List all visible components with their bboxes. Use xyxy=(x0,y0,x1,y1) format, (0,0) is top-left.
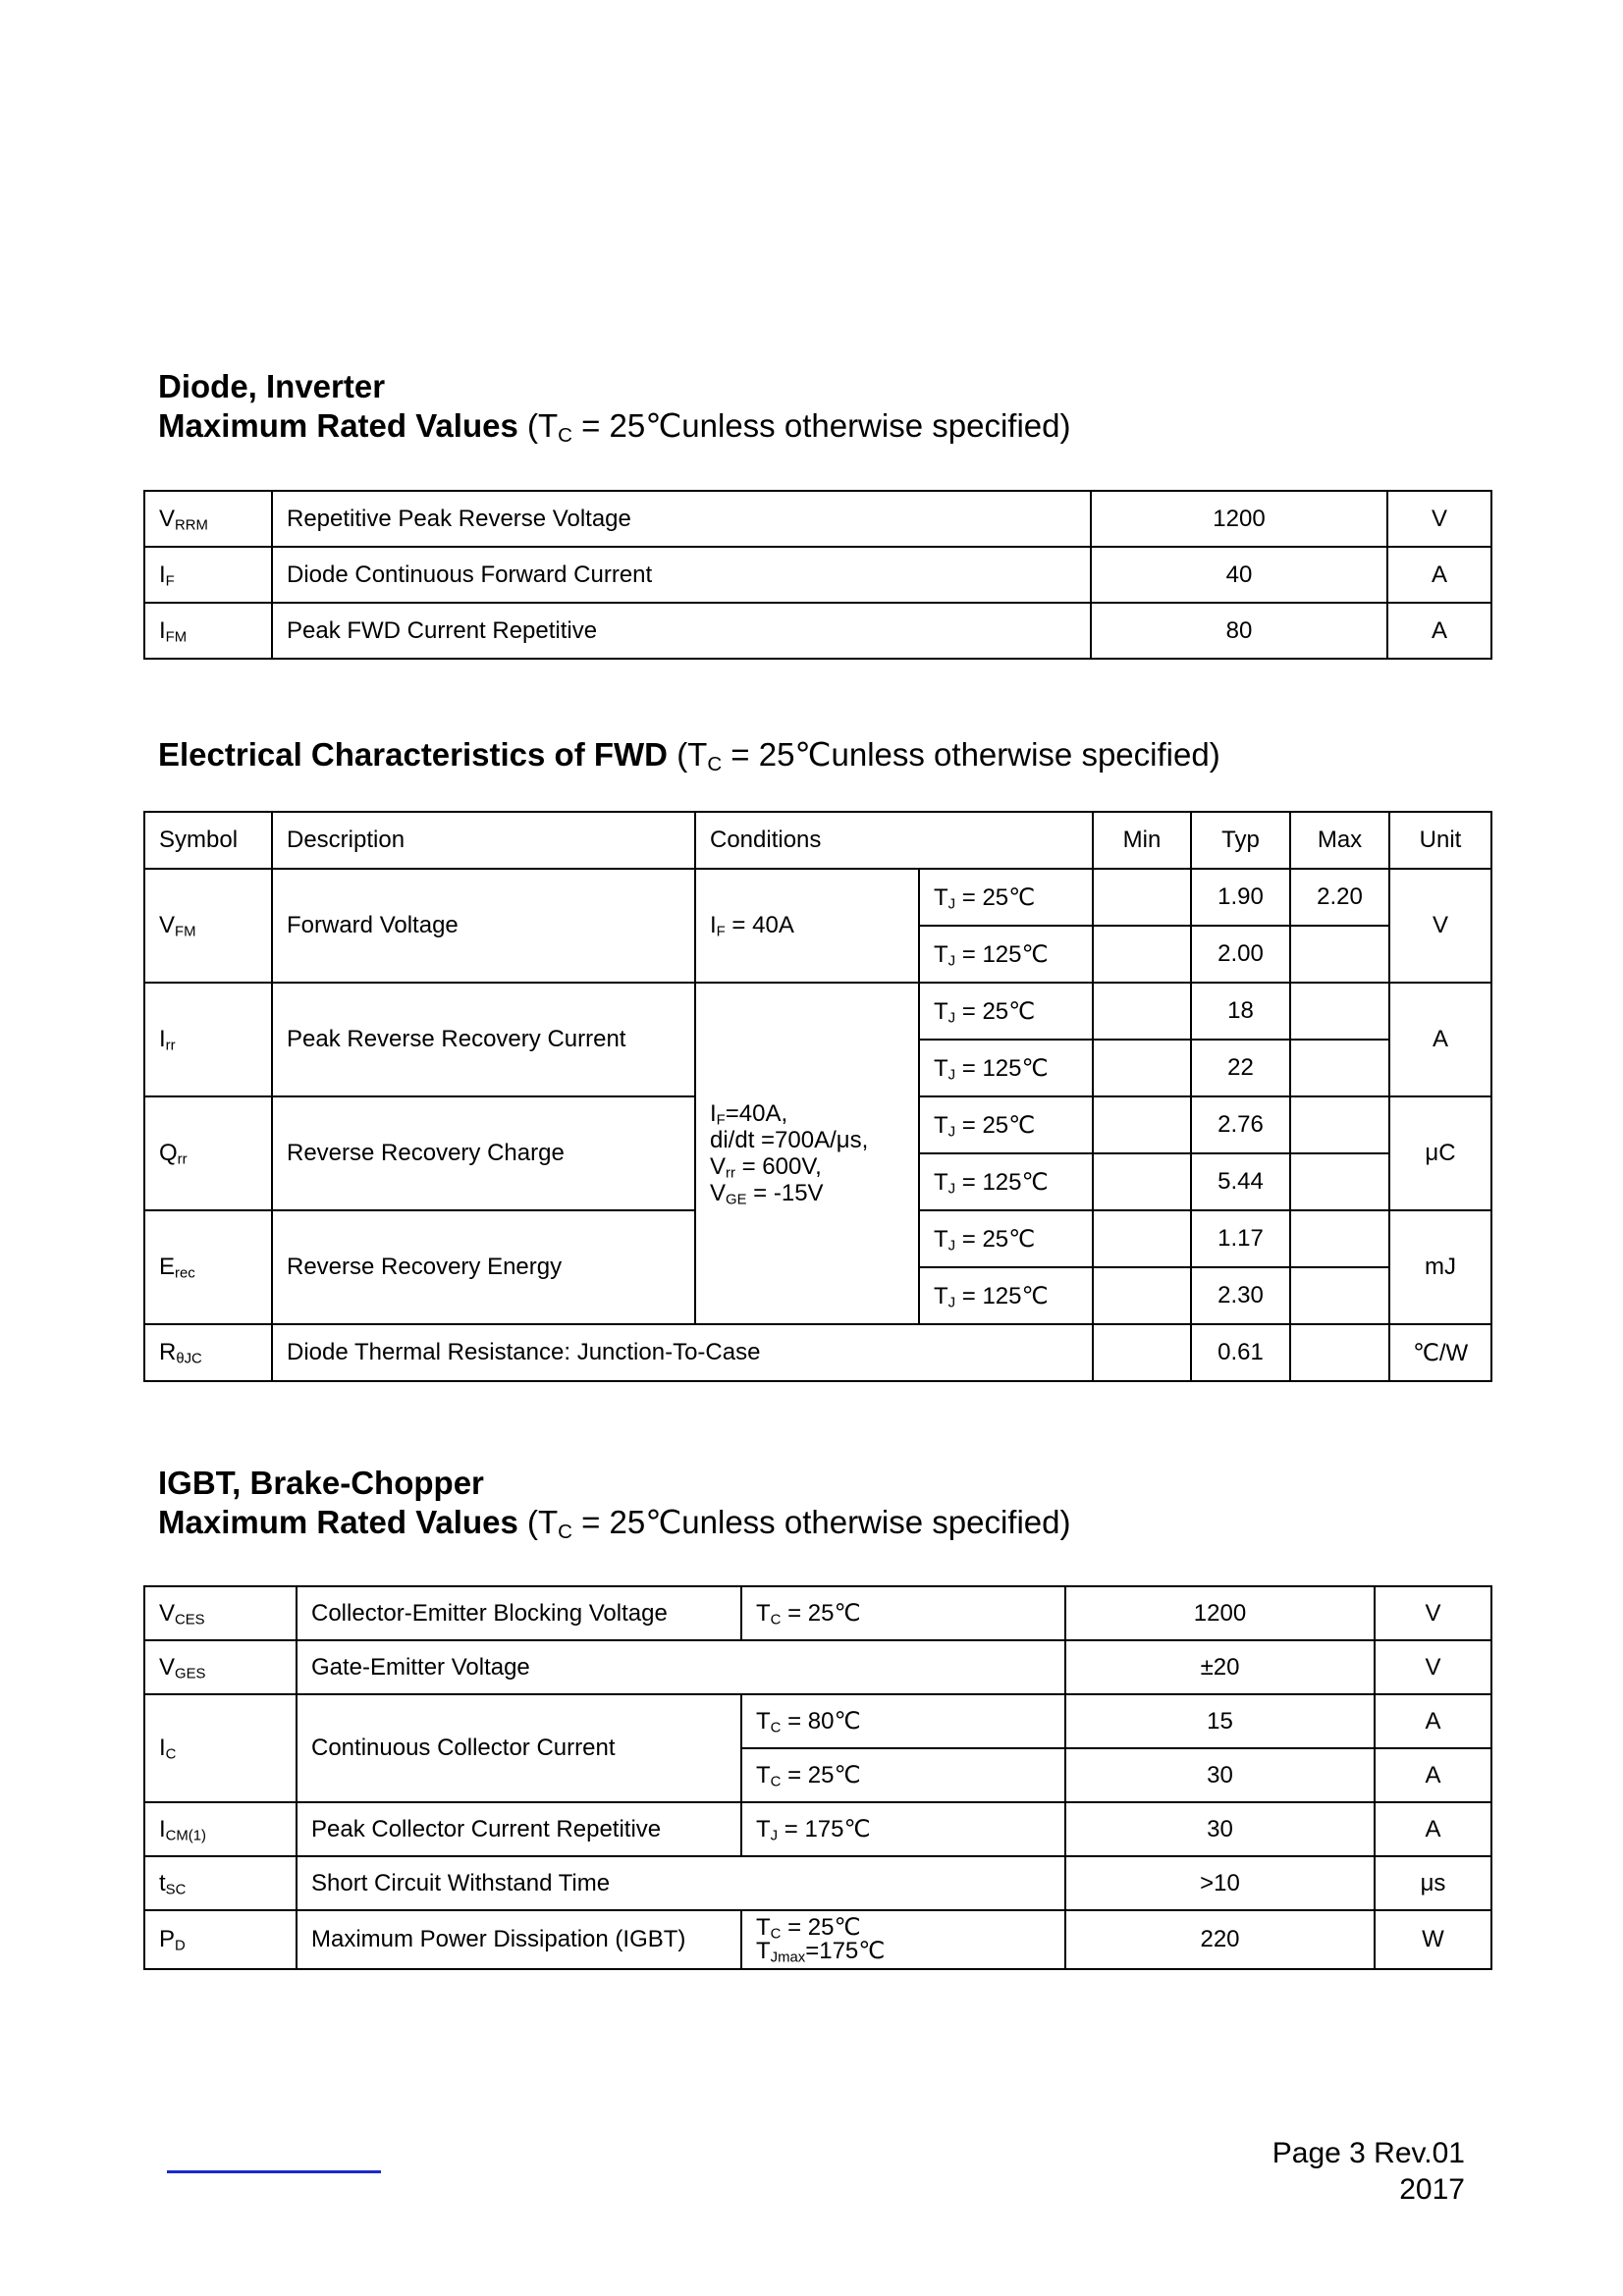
description-cell: Diode Thermal Resistance: Junction-To-Case xyxy=(272,1324,1093,1381)
symbol-cell: $I_{FM}$ xyxy=(144,603,272,659)
header-description: Description xyxy=(272,812,695,869)
unit-cell: μC xyxy=(1389,1096,1491,1210)
unit-cell: A xyxy=(1375,1802,1491,1856)
symbol-cell: $I_{rr}$ xyxy=(144,983,272,1096)
description-cell: Gate-Emitter Voltage xyxy=(297,1640,1065,1694)
symbol-cell: $Q_{rr}$ xyxy=(144,1096,272,1210)
tj-cell: $T_J$ = 25℃ xyxy=(919,1210,1093,1267)
unit-cell: V xyxy=(1389,869,1491,983)
symbol-cell: $I_F$ xyxy=(144,547,272,603)
unit-cell: A xyxy=(1387,547,1491,603)
symbol-cell: $V_{RRM}$ xyxy=(144,491,272,547)
unit-cell: A xyxy=(1389,983,1491,1096)
typ-cell: 22 xyxy=(1191,1040,1290,1096)
header-min: Min xyxy=(1093,812,1191,869)
max-cell xyxy=(1290,983,1389,1040)
min-cell xyxy=(1093,1210,1191,1267)
symbol-cell: $V_{FM}$ xyxy=(144,869,272,983)
condition-cell: $T_J$ = 175℃ xyxy=(741,1802,1065,1856)
section1-title: Diode, Inverter xyxy=(158,368,386,404)
table-row xyxy=(144,1586,1491,1640)
typ-cell: 1.17 xyxy=(1191,1210,1290,1267)
section2-heading xyxy=(158,735,1220,774)
table-row xyxy=(144,491,1491,547)
page-number: Page 3 Rev.01 xyxy=(1271,2137,1465,2169)
tj-cell: $T_J$ = 25℃ xyxy=(919,869,1093,926)
page-footer xyxy=(1272,2135,1465,2208)
description-cell: Maximum Power Dissipation (IGBT) xyxy=(297,1910,741,1969)
max-cell: 2.20 xyxy=(1290,869,1389,926)
symbol-cell: $V_{CES}$ xyxy=(144,1586,297,1640)
switching-condition-cell: $I_F=40A$, di/dt =700A/μs, $V_{rr} = 600V$, $V_{GE} = -15V$ xyxy=(695,983,919,1324)
unit-cell: A xyxy=(1375,1694,1491,1748)
description-cell: Short Circuit Withstand Time xyxy=(297,1856,1065,1910)
description-cell: Peak Collector Current Repetitive xyxy=(297,1802,741,1856)
min-cell xyxy=(1093,1096,1191,1153)
description-cell: Forward Voltage xyxy=(272,869,695,983)
min-cell xyxy=(1093,869,1191,926)
description-cell: Peak Reverse Recovery Current xyxy=(272,983,695,1096)
table-row xyxy=(144,547,1491,603)
max-cell xyxy=(1290,1096,1389,1153)
fwd-electrical-table xyxy=(143,811,1492,1382)
header-max: Max xyxy=(1290,812,1389,869)
min-cell xyxy=(1093,983,1191,1040)
table-row xyxy=(144,1694,1491,1748)
section3-title: IGBT, Brake-Chopper xyxy=(158,1465,484,1501)
value-cell: 1200 xyxy=(1091,491,1387,547)
condition-cell: $T_C$ = 25℃ $T_{Jmax}=175℃$ xyxy=(741,1910,1065,1969)
max-cell xyxy=(1290,926,1389,983)
symbol-cell: $P_D$ xyxy=(144,1910,297,1969)
typ-cell: 2.00 xyxy=(1191,926,1290,983)
value-cell: 1200 xyxy=(1065,1586,1375,1640)
typ-cell: 2.30 xyxy=(1191,1267,1290,1324)
table-row xyxy=(144,1640,1491,1694)
symbol-cell: $I_C$ xyxy=(144,1694,297,1802)
max-cell xyxy=(1290,1210,1389,1267)
typ-cell: 2.76 xyxy=(1191,1096,1290,1153)
min-cell xyxy=(1093,926,1191,983)
max-cell xyxy=(1290,1040,1389,1096)
unit-cell: mJ xyxy=(1389,1210,1491,1324)
unit-cell: W xyxy=(1375,1910,1491,1969)
footer-link-underline[interactable] xyxy=(167,2170,381,2173)
max-cell xyxy=(1290,1324,1389,1381)
value-cell: 30 xyxy=(1065,1748,1375,1802)
unit-cell: A xyxy=(1387,603,1491,659)
tj-cell: $T_J$ = 125℃ xyxy=(919,1040,1093,1096)
unit-cell: ℃/W xyxy=(1389,1324,1491,1381)
section1-subtitle: Maximum Rated Values xyxy=(158,407,518,444)
typ-cell: 18 xyxy=(1191,983,1290,1040)
table-row xyxy=(144,869,1491,926)
value-cell: 220 xyxy=(1065,1910,1375,1969)
section3-subtitle: Maximum Rated Values xyxy=(158,1504,518,1540)
unit-cell: μs xyxy=(1375,1856,1491,1910)
header-unit: Unit xyxy=(1389,812,1491,869)
section2-title: Electrical Characteristics of FWD xyxy=(158,736,669,773)
condition-cell: $T_C$ = 25℃ xyxy=(741,1748,1065,1802)
diode-max-rated-table xyxy=(143,490,1492,660)
value-cell: 30 xyxy=(1065,1802,1375,1856)
value-cell: 40 xyxy=(1091,547,1387,603)
max-cell xyxy=(1290,1153,1389,1210)
min-cell xyxy=(1093,1153,1191,1210)
typ-cell: 1.90 xyxy=(1191,869,1290,926)
min-cell xyxy=(1093,1040,1191,1096)
table-row xyxy=(144,1324,1491,1381)
description-cell: Reverse Recovery Energy xyxy=(272,1210,695,1324)
symbol-cell: $R_{\theta JC}$ xyxy=(144,1324,272,1381)
tj-cell: $T_J$ = 25℃ xyxy=(919,983,1093,1040)
value-cell: 15 xyxy=(1065,1694,1375,1748)
typ-cell: 5.44 xyxy=(1191,1153,1290,1210)
symbol-cell: $V_{GES}$ xyxy=(144,1640,297,1694)
table-row xyxy=(144,603,1491,659)
header-conditions: Conditions xyxy=(695,812,1093,869)
header-symbol: Symbol xyxy=(144,812,272,869)
description-cell: Collector-Emitter Blocking Voltage xyxy=(297,1586,741,1640)
description-cell: Repetitive Peak Reverse Voltage xyxy=(272,491,1091,547)
symbol-cell: $I_{CM(1)}$ xyxy=(144,1802,297,1856)
value-cell: >10 xyxy=(1065,1856,1375,1910)
tj-cell: $T_J$ = 125℃ xyxy=(919,926,1093,983)
unit-cell: V xyxy=(1375,1586,1491,1640)
value-cell: ±20 xyxy=(1065,1640,1375,1694)
section2-condition: ($T_C$ = 25℃unless otherwise specified) xyxy=(676,736,1220,776)
value-cell: 80 xyxy=(1091,603,1387,659)
condition-cell: $I_F = 40A$ xyxy=(695,869,919,983)
condition-cell: $T_C$ = 25℃ xyxy=(741,1586,1065,1640)
description-cell: Reverse Recovery Charge xyxy=(272,1096,695,1210)
tj-cell: $T_J$ = 125℃ xyxy=(919,1267,1093,1324)
tj-cell: $T_J$ = 25℃ xyxy=(919,1096,1093,1153)
table-row xyxy=(144,983,1491,1040)
symbol-cell: $E_{rec}$ xyxy=(144,1210,272,1324)
section3-condition: ($T_C$ = 25℃unless otherwise specified) xyxy=(526,1504,1071,1544)
section1-heading xyxy=(158,367,1070,446)
max-cell xyxy=(1290,1267,1389,1324)
igbt-brake-max-rated-table xyxy=(143,1585,1492,1970)
table-row xyxy=(144,1802,1491,1856)
description-cell: Diode Continuous Forward Current xyxy=(272,547,1091,603)
min-cell xyxy=(1093,1267,1191,1324)
description-cell: Peak FWD Current Repetitive xyxy=(272,603,1091,659)
table-row xyxy=(144,1856,1491,1910)
table-row xyxy=(144,1910,1491,1969)
section1-condition: ($T_C$ = 25℃unless otherwise specified) xyxy=(526,407,1071,448)
condition-cell: $T_C$ = 80℃ xyxy=(741,1694,1065,1748)
min-cell xyxy=(1093,1324,1191,1381)
symbol-cell: $t_{SC}$ xyxy=(144,1856,297,1910)
section3-heading xyxy=(158,1464,1070,1542)
description-cell: Continuous Collector Current xyxy=(297,1694,741,1802)
revision-year: 2017 xyxy=(1399,2173,1465,2206)
tj-cell: $T_J$ = 125℃ xyxy=(919,1153,1093,1210)
typ-cell: 0.61 xyxy=(1191,1324,1290,1381)
unit-cell: V xyxy=(1375,1640,1491,1694)
table-header-row xyxy=(144,812,1491,869)
unit-cell: V xyxy=(1387,491,1491,547)
header-typ: Typ xyxy=(1191,812,1290,869)
unit-cell: A xyxy=(1375,1748,1491,1802)
